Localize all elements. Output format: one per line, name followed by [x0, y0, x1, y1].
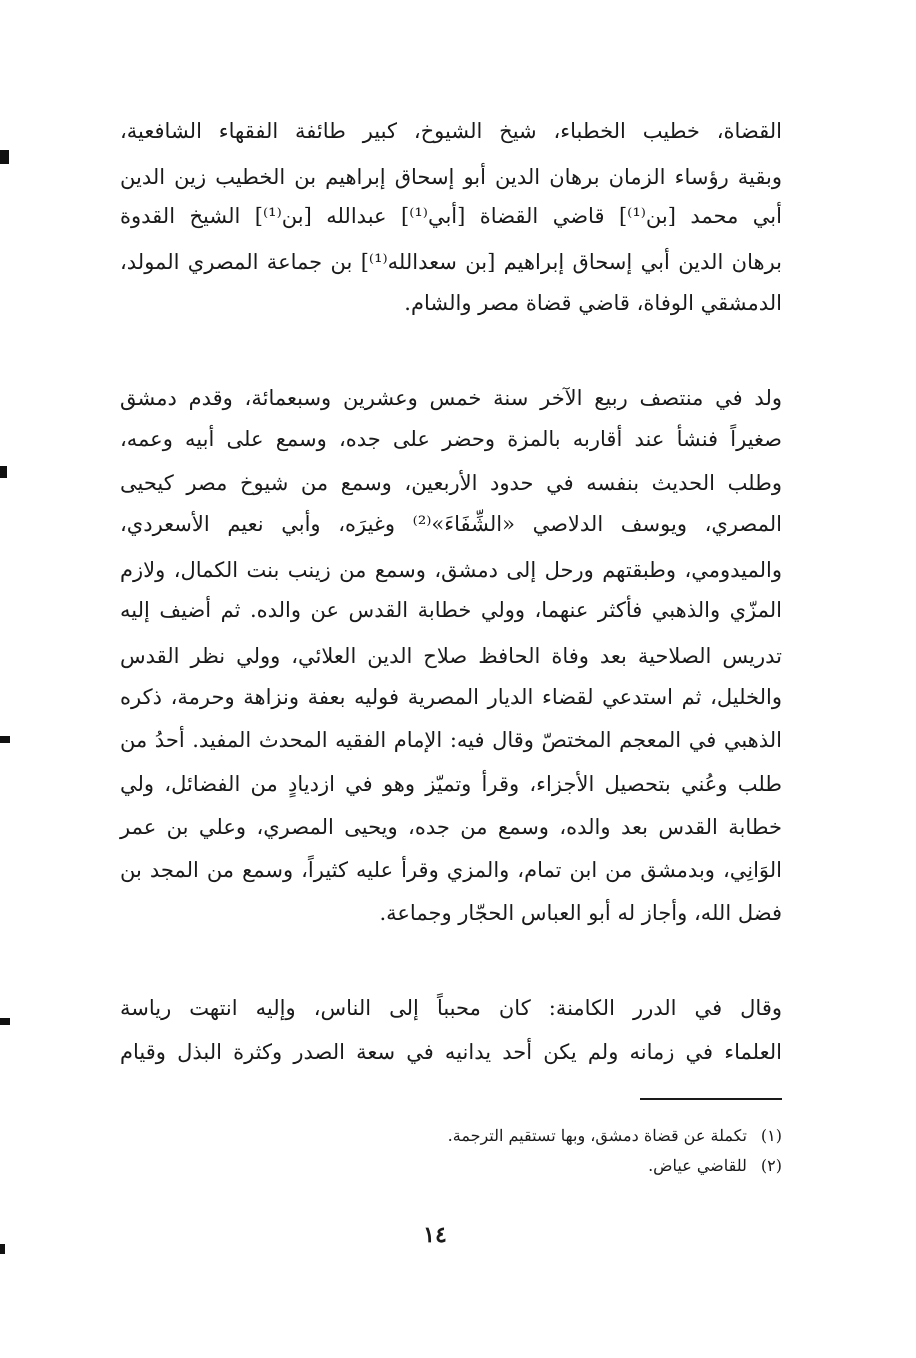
scan-edge-mark	[0, 150, 9, 164]
body-line: فضل الله، وأجاز له أبو العباس الحجّار وجماعة.	[379, 901, 782, 925]
scan-edge-mark	[0, 466, 7, 478]
footnote-number: (١)	[760, 1126, 782, 1145]
body-line: برهان الدين أبي إسحاق إبراهيم [بن سعدالله⁽¹⁾] بن جماعة المصري المولد،	[120, 250, 782, 274]
body-line: وطلب الحديث بنفسه في حدود الأربعين، وسمع من شيوخ مصر كيحيى	[120, 471, 782, 495]
footnote-number: (٢)	[760, 1156, 782, 1175]
body-line: والميدومي، وطبقتهم ورحل إلى دمشق، وسمع من زينب بنت الكمال، ولازم	[120, 558, 782, 582]
body-line: وبقية رؤساء الزمان برهان الدين أبو إسحاق إبراهيم بن الخطيب زين الدين	[120, 165, 782, 189]
body-line: أبي محمد [بن⁽¹⁾] قاضي القضاة [أبي⁽¹⁾] عبدالله [بن⁽¹⁾] الشيخ القدوة	[120, 204, 782, 228]
body-line: صغيراً فنشأ عند أقاربه بالمزة وحضر على جده، وسمع على أبيه وعمه،	[120, 427, 782, 451]
footnote	[448, 1126, 782, 1146]
body-line: القضاة، خطيب الخطباء، شيخ الشيوخ، كبير طائفة الفقهاء الشافعية،	[120, 119, 782, 143]
body-line: والخليل، ثم استدعي لقضاء الديار المصرية فوليه بعفة ونزاهة وحرمة، ذكره	[120, 685, 782, 709]
body-line: الذهبي في المعجم المختصّ وقال فيه: الإمام الفقيه المحدث المفيد. أحدُ من	[120, 728, 782, 752]
body-line: خطابة القدس بعد والده، وسمع من جده، ويحيى المصري، وعلي بن عمر	[120, 815, 782, 839]
footnote-separator	[640, 1098, 782, 1100]
footnote-text: للقاضي عياض.	[648, 1156, 747, 1175]
body-line: تدريس الصلاحية بعد وفاة الحافظ صلاح الدين العلائي، وولي نظر القدس	[120, 644, 782, 668]
body-line: المزّي والذهبي فأكثر عنهما، وولي خطابة القدس عن والده. ثم أضيف إليه	[120, 598, 782, 622]
scan-edge-mark	[0, 1244, 5, 1254]
body-line: ولد في منتصف ربيع الآخر سنة خمس وعشرين وسبعمائة، وقدم دمشق	[120, 386, 782, 410]
body-line: العلماء في زمانه ولم يكن أحد يدانيه في سعة الصدر وكثرة البذل وقيام	[120, 1040, 782, 1064]
page-number: ١٤	[423, 1222, 447, 1248]
body-line: وقال في الدرر الكامنة: كان محبباً إلى الناس، وإليه انتهت رياسة	[120, 996, 782, 1020]
footnote	[648, 1156, 782, 1176]
footnote-text: تكملة عن قضاة دمشق، وبها تستقيم الترجمة.	[447, 1126, 747, 1145]
body-line: طلب وعُني بتحصيل الأجزاء، وقرأ وتميّز وهو في ازديادٍ من الفضائل، ولي	[120, 772, 782, 796]
body-line: الدمشقي الوفاة، قاضي قضاة مصر والشام.	[404, 291, 782, 315]
body-line: المصري، ويوسف الدلاصي «الشِّفَاءَ»⁽²⁾ وغيرَه، وأبي نعيم الأسعردي،	[120, 512, 782, 536]
scan-edge-mark	[0, 736, 10, 743]
scan-edge-mark	[0, 1018, 10, 1025]
body-line: الوَانِي، وبدمشق من ابن تمام، والمزي وقرأ عليه كثيراً، وسمع من المجد بن	[120, 858, 782, 882]
